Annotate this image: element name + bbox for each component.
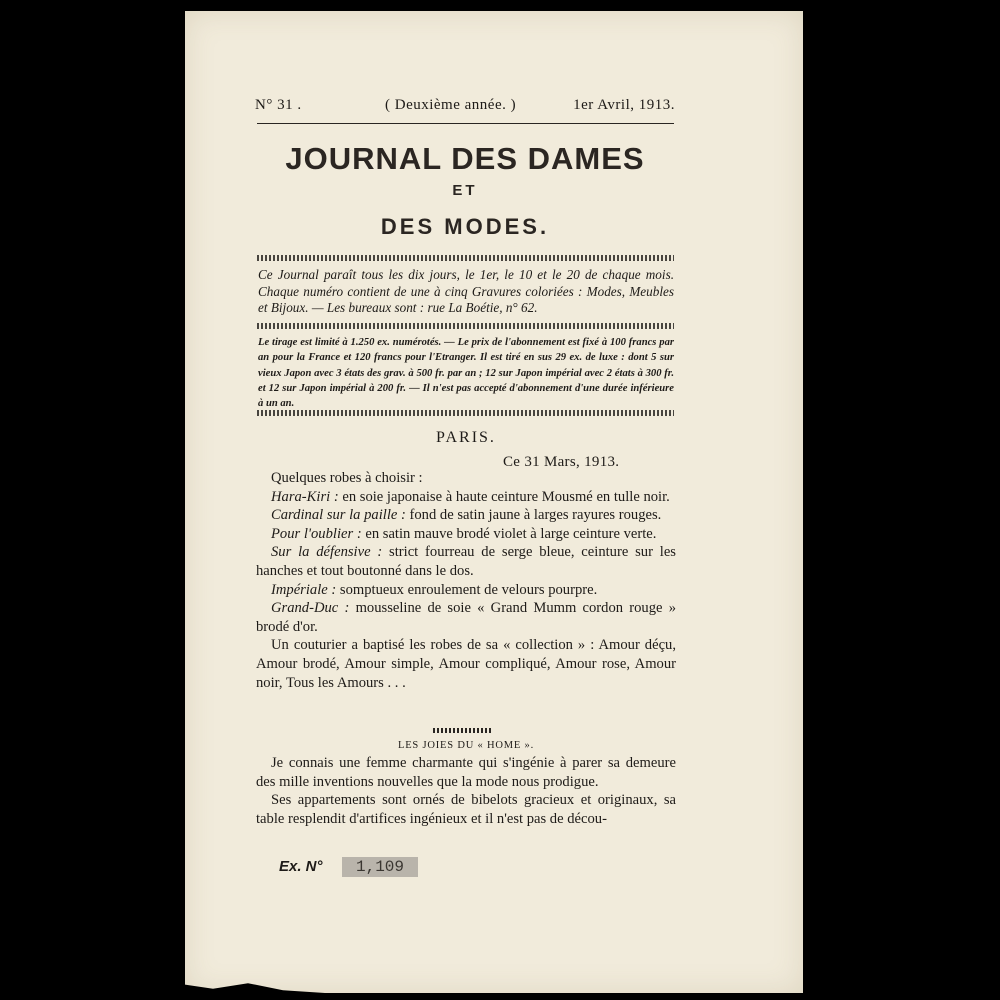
subscription-notice: Le tirage est limité à 1.250 ex. numérotés. — Le prix de l'abonnement est fixé à 100 francs par an pour la France et 120 francs pour l'Etranger. Il est tiré en sus 29 ex. de luxe : dont 5 sur vieux Japon avec 3 états des grav. à 500 fr. par an ; 12 sur Japon impérial avec 2 états à 300 fr. et 12 sur Japon impérial à 200 fr. — Il n'est pas accepté d'abonnement d'une durée inférieure à un an. [258,337,674,410]
robe-name: Impériale : [271,581,337,598]
couturier-paragraph: Un couturier a baptisé les robes de sa « collection » : Amour déçu, Amour brodé, Amour simple, Amour compliqué, Amour rose, Amour noir, Tous les Amours . . . [256,637,676,691]
robe-name: Pour l'oublier : [271,525,362,542]
robe-entry [256,599,676,636]
issue-year: ( Deuxième année. ) [385,97,517,113]
article-lead: Quelques robes à choisir : [271,470,423,486]
section-body [256,754,676,828]
robe-desc: somptueux enroulement de velours pourpre. [336,581,598,598]
robe-name: Grand-Duc : [271,600,350,617]
robe-entry [256,581,676,600]
copy-number-stamp: 1,109 [342,857,418,877]
masthead-subtitle: DES MODES. [380,214,550,239]
robe-desc: en soie japonaise à haute ceinture Mousmé en tulle noir. [338,488,670,505]
robe-desc: mousseline de soie « Grand Mumm cordon rouge » brodé d'or. [256,600,676,635]
issue-date: 1er Avril, 1913. [573,97,675,113]
robe-desc: strict fourreau de serge bleue, ceinture sur les hanches et tout boutonné dans le dos. [256,544,676,579]
robe-entry [256,506,676,525]
section-paragraph: Ses appartements sont ornés de bibelots gracieux et originaux, sa table resplendit d'artifices ingénieux et il n'est pas de décou- [256,792,676,827]
robe-name: Sur la défensive : [271,544,383,561]
robe-desc: fond de satin jaune à larges rayures rouges. [405,507,662,524]
robe-entry [256,543,676,580]
section-title: LES JOIES DU « HOME ». [397,740,535,751]
ornamental-rule [257,323,674,329]
ornamental-rule [257,255,674,261]
issue-number: N° 31 . [255,97,302,113]
article-date: Ce 31 Mars, 1913. [503,454,620,470]
robe-entry [256,525,676,544]
masthead-title: JOURNAL DES DAMES [285,141,645,176]
section-separator [433,728,493,733]
masthead-et: ET [452,182,478,199]
article-body [256,469,676,692]
robe-name: Hara-Kiri : [271,488,339,505]
robe-entry [256,488,676,507]
robe-name: Cardinal sur la paille : [271,507,406,524]
robe-desc: en satin mauve brodé violet à large ceinture verte. [361,525,657,542]
ornamental-rule [257,410,674,416]
header-rule [257,123,674,124]
issue-header [255,97,675,121]
section-paragraph: Je connais une femme charmante qui s'ingénie à parer sa demeure des mille inventions nouvelles que la mode nous prodigue. [256,755,676,790]
intro-notice: Ce Journal paraît tous les dix jours, le 1er, le 10 et le 20 de chaque mois. Chaque numéro contient de une à cinq Gravures coloriées : Modes, Meubles et Bijoux. — Les bureaux sont : rue La Boétie, n° 62. [258,267,674,315]
copy-label: Ex. N° [279,858,323,875]
article-place: PARIS. [436,429,496,446]
